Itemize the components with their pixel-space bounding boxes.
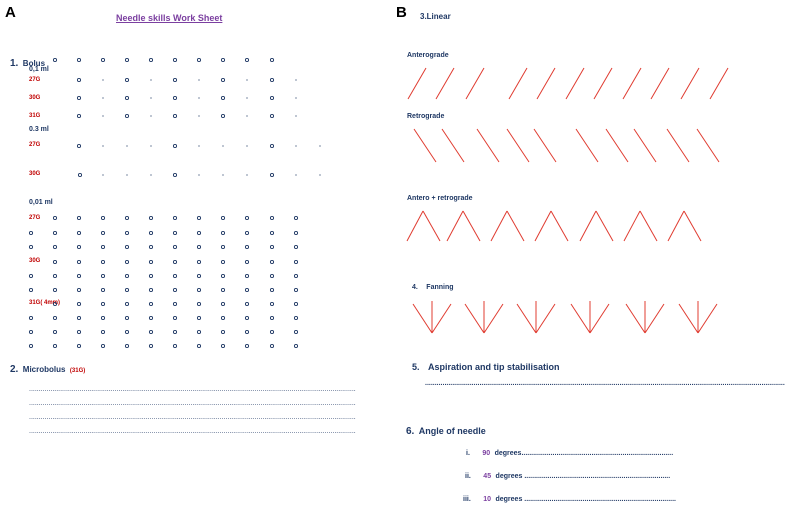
small-dot bbox=[150, 97, 151, 98]
microdot-target-circle bbox=[245, 216, 248, 219]
bolus-number: 1. bbox=[10, 58, 19, 69]
microdot-target-circle bbox=[221, 302, 224, 305]
small-dot bbox=[126, 145, 127, 146]
linear-heading: 3.Linear bbox=[420, 12, 451, 21]
gauge-30g-label: 30G bbox=[29, 258, 41, 264]
angle-number: 6. bbox=[406, 426, 415, 437]
microdot-target-circle bbox=[294, 330, 297, 333]
microdot-target-circle bbox=[101, 245, 104, 248]
microdot-target-circle bbox=[125, 216, 128, 219]
fanning-stroke bbox=[413, 304, 432, 333]
fill-in-line: ........................................................................................................................................................................ bbox=[29, 428, 356, 435]
small-dot bbox=[150, 174, 151, 175]
aspiration-label: Aspiration and tip stabilisation bbox=[427, 362, 560, 372]
microdot-target-circle bbox=[149, 330, 152, 333]
small-dot bbox=[295, 174, 296, 175]
microdot-target-circle bbox=[149, 274, 152, 277]
bolus-target-circle bbox=[173, 96, 176, 99]
antero-retrograde-label: Antero + retrograde bbox=[407, 195, 473, 202]
fanning-stroke bbox=[571, 304, 590, 333]
microdot-target-circle bbox=[125, 260, 128, 263]
aspiration-fill-line: ......................................................................................................................................................................................... bbox=[425, 380, 785, 387]
microdot-target-circle bbox=[197, 288, 200, 291]
small-dot bbox=[246, 97, 247, 98]
small-dot bbox=[295, 79, 296, 80]
bolus-target-circle bbox=[125, 78, 128, 81]
bolus-target-circle bbox=[173, 114, 176, 117]
microdot-target-circle bbox=[221, 344, 224, 347]
microdot-target-circle bbox=[101, 274, 104, 277]
microdot-target-circle bbox=[125, 288, 128, 291]
retrograde-stroke bbox=[414, 129, 436, 162]
gauge-27g-label: 27G bbox=[29, 142, 41, 148]
small-dot bbox=[198, 79, 199, 80]
bolus-target-circle bbox=[270, 96, 273, 99]
roman-numeral: ii. bbox=[465, 473, 471, 480]
small-dot bbox=[319, 145, 320, 146]
microdot-target-circle bbox=[197, 344, 200, 347]
bolus-target-circle bbox=[125, 96, 128, 99]
anterograde-stroke bbox=[710, 68, 728, 99]
angle-unit-line: degrees.............................................................................. bbox=[494, 450, 674, 457]
small-dot bbox=[319, 174, 320, 175]
microdot-target-circle bbox=[77, 274, 80, 277]
bolus-target-circle bbox=[149, 58, 152, 61]
retrograde-stroke bbox=[634, 129, 656, 162]
microdot-target-circle bbox=[173, 288, 176, 291]
microdot-target-circle bbox=[245, 245, 248, 248]
small-dot bbox=[198, 115, 199, 116]
bolus-target-circle bbox=[77, 114, 80, 117]
microdot-target-circle bbox=[149, 216, 152, 219]
microdot-target-circle bbox=[53, 231, 56, 234]
microdot-target-circle bbox=[245, 288, 248, 291]
antero-retro-stroke bbox=[596, 211, 613, 241]
roman-numeral: iii. bbox=[463, 496, 471, 503]
microdot-target-circle bbox=[294, 245, 297, 248]
bolus-target-circle bbox=[78, 173, 81, 176]
antero-retro-stroke bbox=[535, 211, 551, 241]
microdot-target-circle bbox=[53, 274, 56, 277]
bolus-target-circle bbox=[221, 58, 224, 61]
microdot-target-circle bbox=[245, 260, 248, 263]
retrograde-stroke bbox=[507, 129, 529, 162]
fanning-stroke bbox=[698, 304, 717, 333]
microdot-target-circle bbox=[173, 245, 176, 248]
microdot-target-circle bbox=[270, 302, 273, 305]
microdot-target-circle bbox=[197, 216, 200, 219]
microdot-target-circle bbox=[294, 274, 297, 277]
gauge-31g-4mm-label: 31G( 4mm) bbox=[29, 300, 61, 306]
gauge-30g-label: 30G bbox=[29, 171, 41, 177]
small-dot bbox=[295, 145, 296, 146]
fanning-stroke bbox=[679, 304, 698, 333]
fanning-stroke bbox=[645, 304, 664, 333]
anterograde-stroke bbox=[408, 68, 426, 99]
bolus-target-circle bbox=[77, 78, 80, 81]
bolus-target-circle bbox=[270, 114, 273, 117]
microdot-target-circle bbox=[149, 245, 152, 248]
microdot-target-circle bbox=[101, 344, 104, 347]
microdot-target-circle bbox=[197, 231, 200, 234]
fanning-stroke bbox=[517, 304, 536, 333]
anterograde-stroke bbox=[537, 68, 555, 99]
microdot-target-circle bbox=[29, 245, 32, 248]
microdot-target-circle bbox=[149, 316, 152, 319]
microdot-target-circle bbox=[173, 316, 176, 319]
small-dot bbox=[222, 174, 223, 175]
microdot-target-circle bbox=[173, 216, 176, 219]
small-dot bbox=[295, 115, 296, 116]
volume-0-3ml: 0.3 ml bbox=[29, 126, 49, 133]
fanning-stroke bbox=[536, 304, 555, 333]
microdot-target-circle bbox=[53, 288, 56, 291]
microdot-target-circle bbox=[29, 274, 32, 277]
antero-retro-stroke bbox=[551, 211, 568, 241]
antero-retro-stroke bbox=[407, 211, 423, 241]
microdot-target-circle bbox=[197, 330, 200, 333]
gauge-27g-label: 27G bbox=[29, 77, 41, 83]
retrograde-stroke bbox=[477, 129, 499, 162]
retrograde-stroke bbox=[697, 129, 719, 162]
bolus-target-circle bbox=[270, 173, 273, 176]
bolus-target-circle bbox=[221, 78, 224, 81]
fill-in-line: ........................................................................................................................................................................ bbox=[29, 400, 356, 407]
microdot-target-circle bbox=[270, 260, 273, 263]
microdot-target-circle bbox=[270, 316, 273, 319]
microdot-target-circle bbox=[245, 274, 248, 277]
panel-label-a: A bbox=[5, 4, 16, 21]
small-dot bbox=[102, 115, 103, 116]
bolus-label: Bolus bbox=[22, 59, 46, 68]
bolus-target-circle bbox=[173, 78, 176, 81]
microdot-target-circle bbox=[77, 302, 80, 305]
worksheet-title: Needle skills Work Sheet bbox=[116, 13, 223, 23]
angle-unit-line: degrees .............................................................................. bbox=[495, 496, 676, 503]
microdot-target-circle bbox=[149, 231, 152, 234]
retrograde-stroke bbox=[576, 129, 598, 162]
microdot-target-circle bbox=[125, 316, 128, 319]
antero-retro-stroke bbox=[668, 211, 684, 241]
bolus-target-circle bbox=[53, 58, 56, 61]
microdot-target-circle bbox=[294, 216, 297, 219]
microdot-target-circle bbox=[149, 302, 152, 305]
microdot-target-circle bbox=[29, 231, 32, 234]
microdot-target-circle bbox=[197, 316, 200, 319]
microdot-target-circle bbox=[270, 216, 273, 219]
microdot-target-circle bbox=[77, 344, 80, 347]
antero-retro-stroke bbox=[580, 211, 596, 241]
antero-retro-stroke bbox=[423, 211, 440, 241]
anterograde-stroke bbox=[651, 68, 669, 99]
microdot-target-circle bbox=[101, 260, 104, 263]
anterograde-label: Anterograde bbox=[407, 52, 449, 59]
microdot-target-circle bbox=[101, 316, 104, 319]
microdot-target-circle bbox=[221, 274, 224, 277]
antero-retro-stroke bbox=[624, 211, 640, 241]
antero-retro-stroke bbox=[463, 211, 480, 241]
microdot-target-circle bbox=[53, 245, 56, 248]
microdot-target-circle bbox=[149, 260, 152, 263]
volume-0-1ml: 0,1 ml bbox=[29, 66, 49, 73]
bolus-target-circle bbox=[270, 78, 273, 81]
microdot-target-circle bbox=[173, 231, 176, 234]
small-dot bbox=[150, 115, 151, 116]
microdot-target-circle bbox=[270, 288, 273, 291]
bolus-target-circle bbox=[221, 96, 224, 99]
microdot-target-circle bbox=[101, 330, 104, 333]
small-dot bbox=[198, 174, 199, 175]
microdot-target-circle bbox=[270, 245, 273, 248]
microdot-target-circle bbox=[29, 344, 32, 347]
anterograde-stroke bbox=[436, 68, 454, 99]
microdot-target-circle bbox=[101, 216, 104, 219]
microdot-target-circle bbox=[221, 288, 224, 291]
retrograde-stroke bbox=[534, 129, 556, 162]
antero-retro-stroke bbox=[507, 211, 524, 241]
microdot-target-circle bbox=[270, 330, 273, 333]
anterograde-stroke bbox=[509, 68, 527, 99]
panel-label-b: B bbox=[396, 4, 407, 21]
anterograde-stroke bbox=[594, 68, 612, 99]
microbolus-label: Microbolus bbox=[22, 365, 66, 374]
volume-0-01ml: 0,01 ml bbox=[29, 199, 53, 206]
microdot-target-circle bbox=[197, 302, 200, 305]
microdot-target-circle bbox=[294, 344, 297, 347]
microdot-target-circle bbox=[270, 344, 273, 347]
anterograde-stroke bbox=[681, 68, 699, 99]
aspiration-number: 5. bbox=[412, 362, 420, 372]
microdot-target-circle bbox=[101, 302, 104, 305]
bolus-target-circle bbox=[173, 58, 176, 61]
microdot-target-circle bbox=[245, 330, 248, 333]
microbolus-gauge: (31G) bbox=[69, 368, 86, 374]
microdot-target-circle bbox=[77, 330, 80, 333]
small-dot bbox=[246, 79, 247, 80]
roman-numeral: i. bbox=[466, 450, 470, 457]
angle-value: 45 bbox=[483, 473, 492, 480]
bolus-target-circle bbox=[77, 58, 80, 61]
fanning-stroke bbox=[484, 304, 503, 333]
microdot-target-circle bbox=[221, 231, 224, 234]
microdot-target-circle bbox=[221, 245, 224, 248]
bolus-target-circle bbox=[245, 58, 248, 61]
anterograde-stroke bbox=[566, 68, 584, 99]
fanning-label: Fanning bbox=[426, 284, 454, 291]
microdot-target-circle bbox=[173, 260, 176, 263]
gauge-30g-label: 30G bbox=[29, 95, 41, 101]
angle-label: Angle of needle bbox=[418, 426, 486, 436]
microdot-target-circle bbox=[245, 231, 248, 234]
microdot-target-circle bbox=[173, 274, 176, 277]
microdot-target-circle bbox=[270, 274, 273, 277]
anterograde-stroke bbox=[466, 68, 484, 99]
microdot-target-circle bbox=[125, 274, 128, 277]
microdot-target-circle bbox=[53, 302, 56, 305]
microdot-target-circle bbox=[125, 245, 128, 248]
microdot-target-circle bbox=[245, 302, 248, 305]
bolus-target-circle bbox=[125, 114, 128, 117]
fanning-stroke bbox=[432, 304, 451, 333]
microdot-target-circle bbox=[77, 216, 80, 219]
microdot-target-circle bbox=[101, 231, 104, 234]
anterograde-stroke bbox=[623, 68, 641, 99]
small-dot bbox=[102, 79, 103, 80]
microdot-target-circle bbox=[29, 288, 32, 291]
microdot-target-circle bbox=[29, 330, 32, 333]
microdot-target-circle bbox=[173, 302, 176, 305]
angle-value: 10 bbox=[483, 496, 492, 503]
microdot-target-circle bbox=[125, 302, 128, 305]
microdot-target-circle bbox=[53, 260, 56, 263]
antero-retro-stroke bbox=[640, 211, 657, 241]
microbolus-number: 2. bbox=[10, 364, 19, 375]
microdot-target-circle bbox=[125, 344, 128, 347]
bolus-target-circle bbox=[77, 144, 80, 147]
microdot-target-circle bbox=[125, 231, 128, 234]
angle-value: 90 bbox=[482, 450, 491, 457]
microdot-target-circle bbox=[294, 316, 297, 319]
microdot-target-circle bbox=[173, 344, 176, 347]
gauge-31g-label: 31G bbox=[29, 113, 41, 119]
small-dot bbox=[246, 115, 247, 116]
microdot-target-circle bbox=[53, 344, 56, 347]
microdot-target-circle bbox=[294, 231, 297, 234]
small-dot bbox=[126, 174, 127, 175]
microdot-target-circle bbox=[53, 316, 56, 319]
microdot-target-circle bbox=[53, 330, 56, 333]
bolus-target-circle bbox=[173, 173, 176, 176]
fill-in-line: ........................................................................................................................................................................ bbox=[29, 414, 356, 421]
microdot-target-circle bbox=[149, 344, 152, 347]
bolus-target-circle bbox=[125, 58, 128, 61]
bolus-target-circle bbox=[197, 58, 200, 61]
bolus-target-circle bbox=[101, 58, 104, 61]
microdot-target-circle bbox=[294, 302, 297, 305]
small-dot bbox=[102, 97, 103, 98]
small-dot bbox=[246, 174, 247, 175]
microdot-target-circle bbox=[270, 231, 273, 234]
microdot-target-circle bbox=[149, 288, 152, 291]
small-dot bbox=[198, 145, 199, 146]
microdot-target-circle bbox=[77, 260, 80, 263]
angle-unit-line: degrees ........................................................................... bbox=[495, 473, 671, 480]
microdot-target-circle bbox=[221, 260, 224, 263]
microdot-target-circle bbox=[77, 245, 80, 248]
antero-retro-stroke bbox=[447, 211, 463, 241]
microdot-target-circle bbox=[245, 316, 248, 319]
retrograde-stroke bbox=[667, 129, 689, 162]
small-dot bbox=[295, 97, 296, 98]
bolus-target-circle bbox=[221, 114, 224, 117]
fill-in-line: ........................................................................................................................................................................ bbox=[29, 386, 356, 393]
small-dot bbox=[198, 97, 199, 98]
microdot-target-circle bbox=[53, 216, 56, 219]
microdot-target-circle bbox=[125, 330, 128, 333]
fanning-stroke bbox=[626, 304, 645, 333]
retrograde-label: Retrograde bbox=[407, 113, 445, 120]
antero-retro-stroke bbox=[684, 211, 701, 241]
microdot-target-circle bbox=[77, 288, 80, 291]
microdot-target-circle bbox=[101, 288, 104, 291]
small-dot bbox=[150, 145, 151, 146]
small-dot bbox=[102, 145, 103, 146]
microdot-target-circle bbox=[221, 216, 224, 219]
microdot-target-circle bbox=[197, 260, 200, 263]
microdot-target-circle bbox=[77, 231, 80, 234]
microdot-target-circle bbox=[221, 330, 224, 333]
microdot-target-circle bbox=[294, 260, 297, 263]
small-dot bbox=[246, 145, 247, 146]
bolus-target-circle bbox=[270, 58, 273, 61]
microdot-target-circle bbox=[173, 330, 176, 333]
small-dot bbox=[150, 79, 151, 80]
microdot-target-circle bbox=[197, 245, 200, 248]
fanning-number: 4. bbox=[412, 284, 418, 291]
small-dot bbox=[222, 145, 223, 146]
small-dot bbox=[102, 174, 103, 175]
bolus-target-circle bbox=[173, 144, 176, 147]
bolus-target-circle bbox=[270, 144, 273, 147]
microdot-target-circle bbox=[77, 316, 80, 319]
microdot-target-circle bbox=[294, 288, 297, 291]
fanning-stroke bbox=[590, 304, 609, 333]
retrograde-stroke bbox=[606, 129, 628, 162]
microdot-target-circle bbox=[221, 316, 224, 319]
fanning-stroke bbox=[465, 304, 484, 333]
bolus-target-circle bbox=[77, 96, 80, 99]
microdot-target-circle bbox=[245, 344, 248, 347]
antero-retro-stroke bbox=[491, 211, 507, 241]
gauge-27g-label: 27G bbox=[29, 215, 41, 221]
retrograde-stroke bbox=[442, 129, 464, 162]
microdot-target-circle bbox=[197, 274, 200, 277]
microdot-target-circle bbox=[29, 316, 32, 319]
